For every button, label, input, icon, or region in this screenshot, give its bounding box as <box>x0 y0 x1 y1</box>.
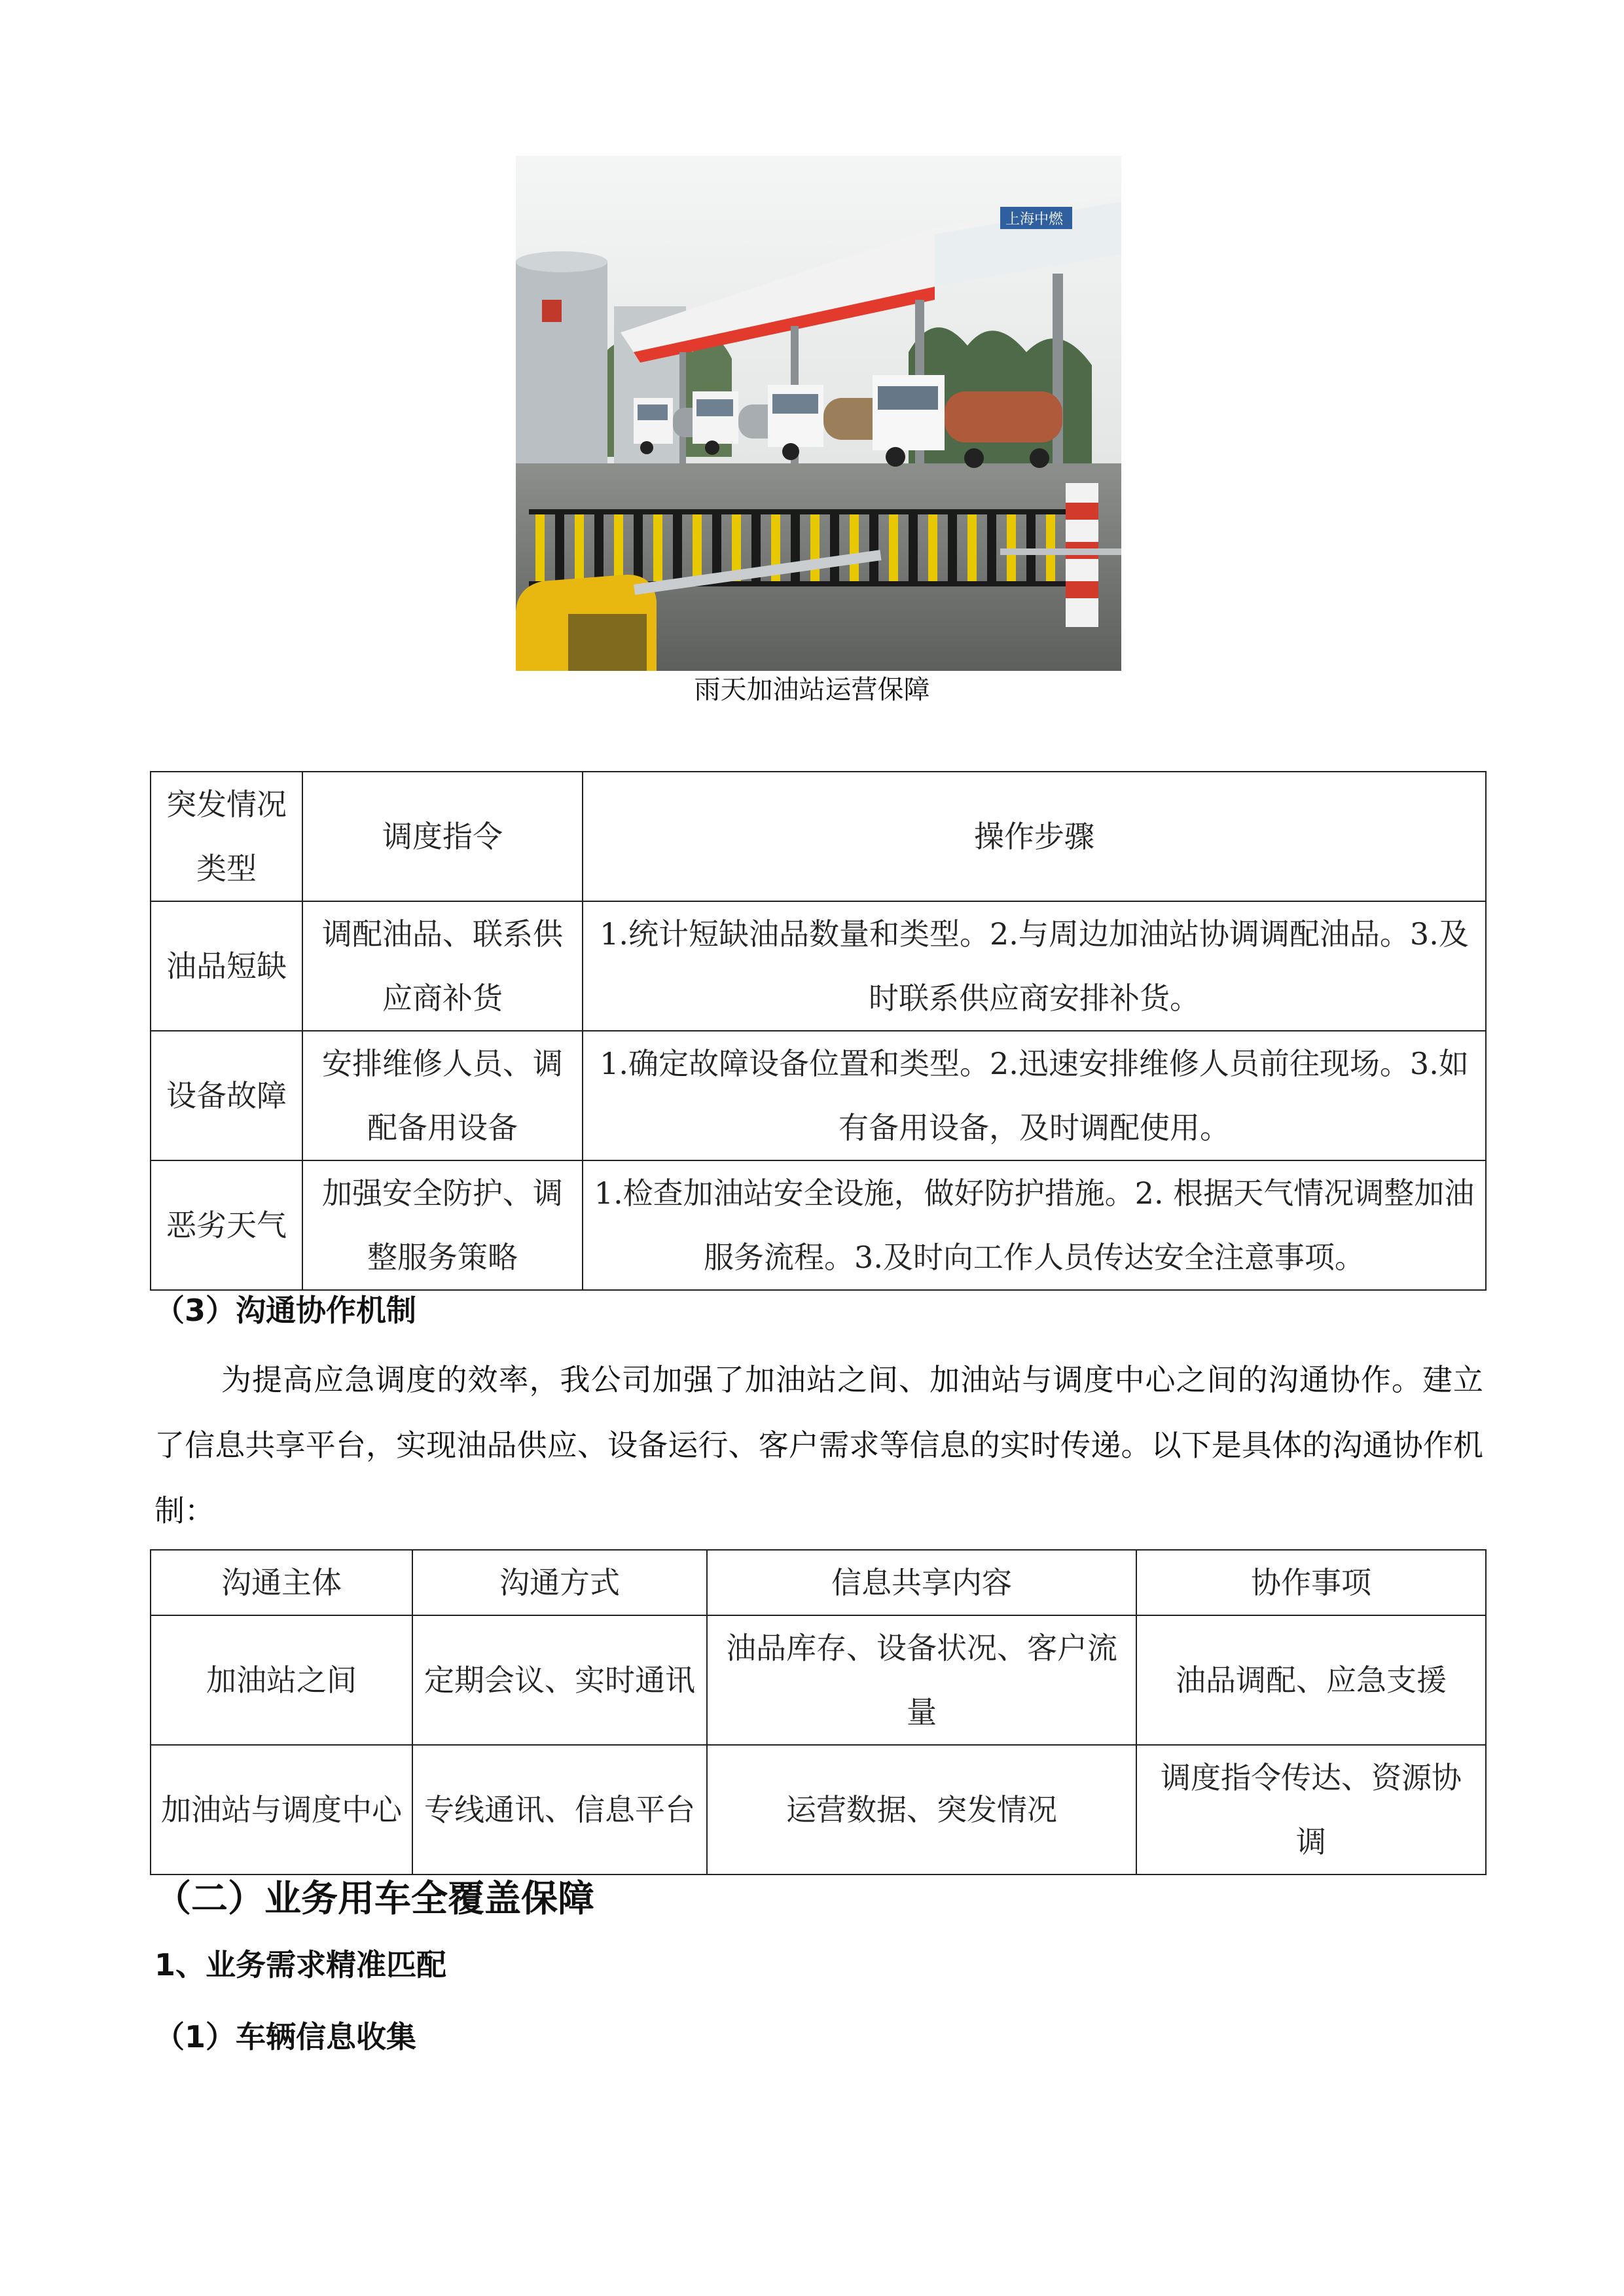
table-cell: 油品库存、设备状况、客户流量 <box>707 1615 1136 1745</box>
table-cell: 1.确定故障设备位置和类型。2.迅速安排维修人员前往现场。3.如有备用设备，及时调配使用。 <box>583 1031 1486 1160</box>
communication-mechanism-table <box>150 1549 1487 1875</box>
chapter-heading: （二）业务用车全覆盖保障 <box>154 1878 594 1920</box>
table-cell: 调配油品、联系供应商补货 <box>302 901 583 1031</box>
header-cell: 调度指令 <box>302 772 583 901</box>
body-paragraph: 为提高应急调度的效率，我公司加强了加油站之间、加油站与调度中心之间的沟通协作。建立了信息共享平台，实现油品供应、设备运行、客户需求等信息的实时传递。以下是具体的沟通协作机制： <box>154 1362 1483 1528</box>
table-cell: 恶劣天气 <box>151 1160 302 1290</box>
sub-subsection-heading: （1）车辆信息收集 <box>154 2019 417 2054</box>
emergency-dispatch-table <box>150 771 1487 1291</box>
table-cell: 专线通讯、信息平台 <box>412 1745 707 1874</box>
svg-text:上海中燃: 上海中燃 <box>1005 211 1064 228</box>
table-header-row <box>151 1550 1486 1615</box>
table-cell: 1.统计短缺油品数量和类型。2.与周边加油站协调调配油品。3.及时联系供应商安排补货。 <box>583 901 1486 1031</box>
header-cell: 操作步骤 <box>583 772 1486 901</box>
header-cell: 信息共享内容 <box>707 1550 1136 1615</box>
table-row <box>151 1031 1486 1160</box>
gas-station-photo <box>516 156 1121 671</box>
header-cell: 沟通方式 <box>412 1550 707 1615</box>
table-cell: 加油站之间 <box>151 1615 412 1745</box>
table-cell: 运营数据、突发情况 <box>707 1745 1136 1874</box>
table-cell: 加强安全防护、调整服务策略 <box>302 1160 583 1290</box>
table-cell: 加油站与调度中心 <box>151 1745 412 1874</box>
table-cell: 1.检查加油站安全设施，做好防护措施。2. 根据天气情况调整加油服务流程。3.及时向工作人员传达安全注意事项。 <box>583 1160 1486 1290</box>
table-row <box>151 1615 1486 1745</box>
table-cell: 定期会议、实时通讯 <box>412 1615 707 1745</box>
table-row <box>151 1160 1486 1290</box>
header-cell: 突发情况类型 <box>151 772 302 901</box>
table-cell: 设备故障 <box>151 1031 302 1160</box>
section-heading-communication: （3）沟通协作机制 <box>154 1293 417 1328</box>
figure-caption: 雨天加油站运营保障 <box>694 675 930 705</box>
table-row <box>151 1745 1486 1874</box>
table-header-row <box>151 772 1486 901</box>
header-cell: 协作事项 <box>1136 1550 1486 1615</box>
table-cell: 安排维修人员、调配备用设备 <box>302 1031 583 1160</box>
header-cell: 沟通主体 <box>151 1550 412 1615</box>
rainy-gas-station-illustration <box>516 156 1121 671</box>
subsection-heading: 1、业务需求精准匹配 <box>154 1947 447 1982</box>
table-cell: 调度指令传达、资源协调 <box>1136 1745 1486 1874</box>
table-cell: 油品短缺 <box>151 901 302 1031</box>
table-cell: 油品调配、应急支援 <box>1136 1615 1486 1745</box>
table-row <box>151 901 1486 1031</box>
